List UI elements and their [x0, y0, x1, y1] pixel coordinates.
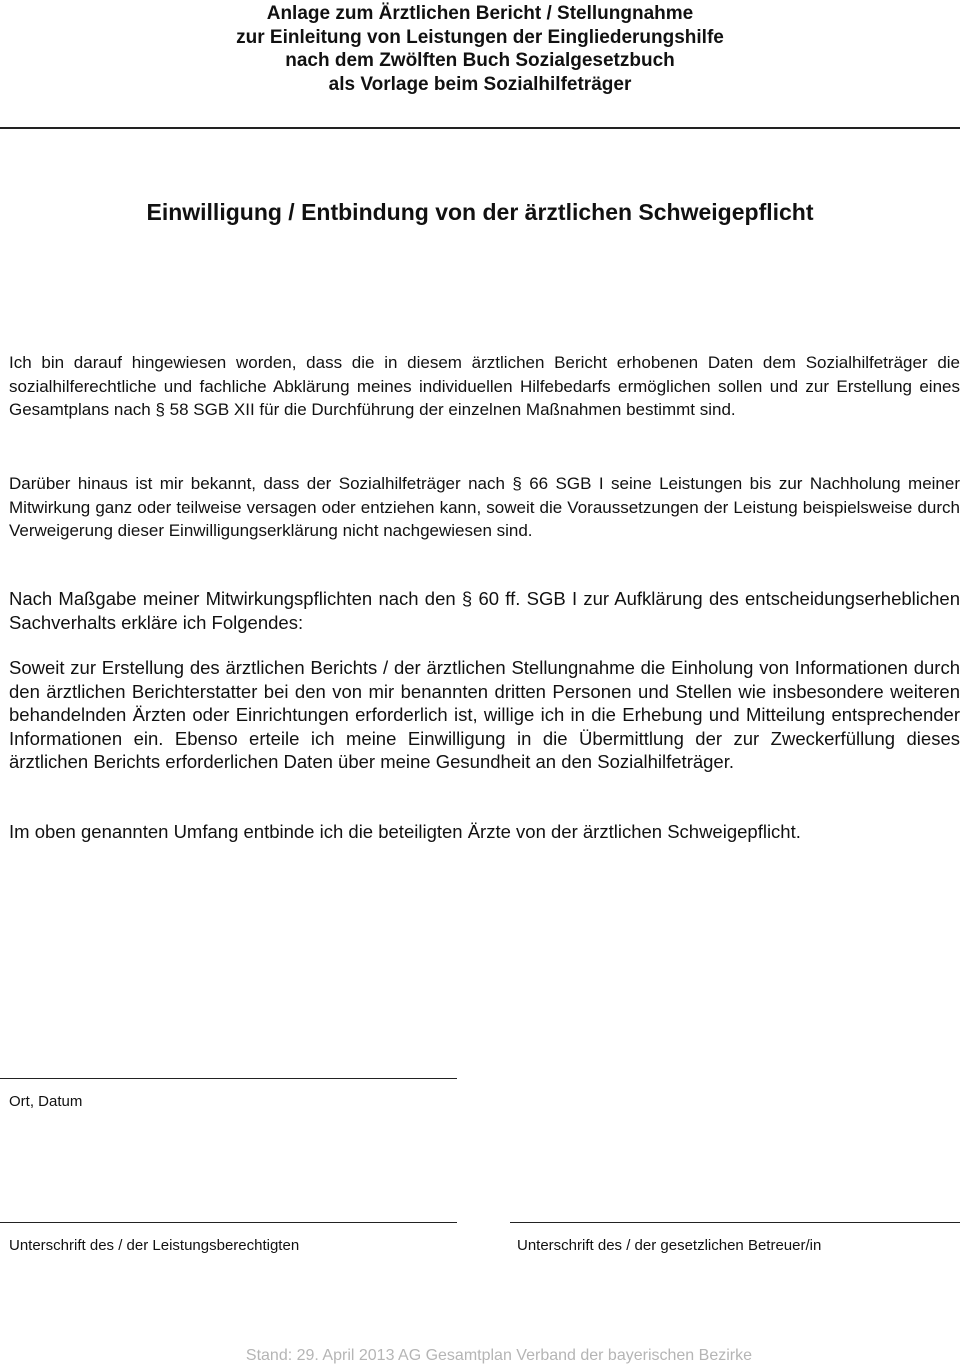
beneficiary-signature-label: Unterschrift des / der Leistungsberechtigten: [9, 1237, 300, 1254]
header-divider: [0, 127, 960, 129]
place-date-line: [0, 1078, 457, 1079]
guardian-signature-line: [510, 1222, 960, 1223]
page-title: Einwilligung / Entbindung von der ärztlichen Schweigepflicht: [146, 199, 814, 225]
document-header: [0, 2, 960, 96]
paragraph-declaration-intro: Nach Maßgabe meiner Mitwirkungspflichten nach den § 60 ff. SGB I zur Aufklärung des entscheidungserheblichen Sachverhalts erkläre ich Folgendes:: [9, 588, 960, 633]
header-line-1: Anlage zum Ärztlichen Bericht / Stellungnahme: [266, 3, 694, 24]
header-line-4: als Vorlage beim Sozialhilfeträger: [328, 73, 632, 95]
header-line-3: nach dem Zwölften Buch Sozialgesetzbuch: [285, 50, 675, 71]
header-line-2: zur Einleitung von Leistungen der Eingliederungshilfe: [236, 26, 724, 48]
paragraph-cooperation-duty: Darüber hinaus ist mir bekannt, dass der Sozialhilfeträger nach § 66 SGB I seine Leistungen bis zur Nachholung meiner Mitwirkung ganz oder teilweise versagen oder entziehen kann, soweit die Voraussetzungen der Leistung beispielsweise durch Verweigerung dieser Einwilligungserklärung nicht nachgewiesen sind.: [9, 474, 960, 540]
footer-text: Stand: 29. April 2013 AG Gesamtplan Verband der bayerischen Bezirke: [245, 1347, 752, 1364]
beneficiary-signature-line: [0, 1222, 457, 1223]
paragraph-consent: Soweit zur Erstellung des ärztlichen Berichts / der ärztlichen Stellungnahme die Einholung von Informationen durch den ärztlichen Berichterstatter bei den von mir benannten dritten Personen und Stellen wie insbesondere weiteren behandelnden Ärzten oder Einrichtungen erforderlich ist, willige ich in die Erhebung und Mitteilung entsprechender Informationen ein. Ebenso erteile ich meine Einwilligung in die Übermittlung der zur Zweckerfüllung dieses ärztlichen Berichts erforderlichen Daten über meine Gesundheit an den Sozialhilfeträger.: [9, 657, 960, 772]
place-date-label: Ort, Datum: [9, 1093, 83, 1110]
guardian-signature-label: Unterschrift des / der gesetzlichen Betreuer/in: [517, 1237, 822, 1254]
paragraph-release: Im oben genannten Umfang entbinde ich die beteiligten Ärzte von der ärztlichen Schweigepflicht.: [9, 821, 801, 842]
footer: [0, 1346, 960, 1365]
paragraph-data-purpose: Ich bin darauf hingewiesen worden, dass die in diesem ärztlichen Bericht erhobenen Daten dem Sozialhilfeträger die sozialhilferechtliche und fachliche Abklärung meines individuellen Hilfebedarfs ermöglichen sollen und zur Erstellung eines Gesamtplans nach § 58 SGB XII für die Durchführung der einzelnen Maßnahmen bestimmt sind.: [9, 353, 960, 419]
